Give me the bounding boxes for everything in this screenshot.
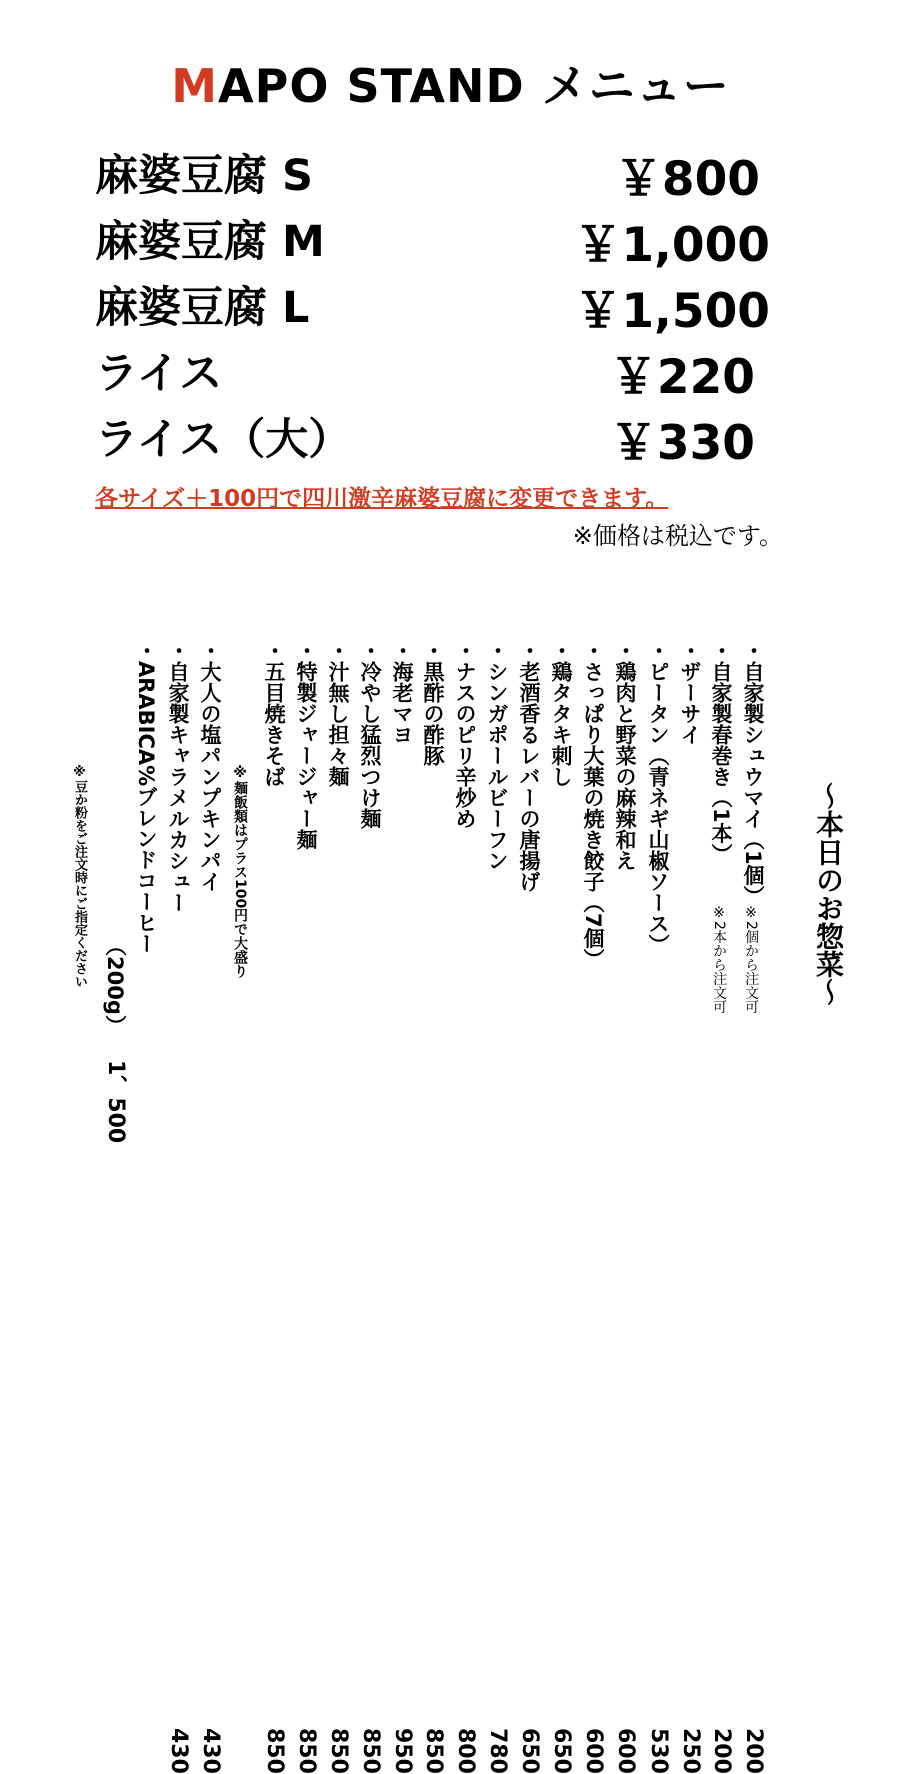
side-item-name: ・海老マヨ: [390, 640, 414, 745]
side-item-name: ・汁無し担々麺: [326, 640, 350, 787]
side-item-name: ・冷やし猛烈つけ麺: [358, 640, 382, 829]
side-item: [291, 640, 323, 1774]
side-item: [355, 640, 387, 1774]
coffee-size: （200g）: [103, 935, 127, 1036]
side-item-price: 200: [709, 1728, 734, 1774]
tax-note: ※価格は税込です。: [572, 522, 783, 550]
side-item-price: 650: [549, 1728, 574, 1774]
menu-item-price: ￥1,000: [574, 218, 770, 273]
side-item-price: 600: [581, 1728, 606, 1774]
side-item: [610, 640, 642, 1774]
menu-item-name: ライス: [95, 349, 223, 399]
shumai-order-note: ※2個から注文可: [743, 905, 759, 1014]
side-dishes-heading: 〜本日のお惣菜〜: [812, 782, 845, 1006]
side-item-price: 780: [485, 1728, 510, 1774]
menu-item-price: ￥220: [609, 350, 755, 405]
coffee-grind-note: ※豆か粉をご注文時にご指定ください: [72, 765, 87, 988]
side-item: [578, 640, 610, 1774]
coffee-price: 1、500: [103, 1060, 128, 1144]
side-item-price: 600: [613, 1728, 638, 1774]
title-accent-letter: M: [171, 59, 219, 113]
side-item-price: 950: [390, 1728, 415, 1774]
side-item-name: ・特製ジャージャー麺: [294, 640, 318, 850]
side-item-price: 850: [262, 1728, 287, 1774]
menu-row: [95, 142, 775, 206]
side-item-name: ・シンガポールビーフン: [485, 640, 509, 871]
side-item: [675, 640, 707, 1774]
side-item: [514, 640, 546, 1774]
side-item-price: 850: [358, 1728, 383, 1774]
menu-item-name: 麻婆豆腐 L: [95, 283, 310, 333]
side-item-name: ・ナスのピリ辛炒め: [453, 640, 477, 829]
menu-item-price: ￥330: [609, 416, 755, 471]
noodle-large-note: ※麺飯類はプラス100円で大盛り: [232, 765, 248, 979]
side-item: [163, 640, 195, 1774]
menu-item-name: 麻婆豆腐 S: [95, 151, 313, 201]
side-item: [323, 640, 355, 1774]
menu-title: [0, 50, 901, 116]
side-item-price: 200: [741, 1728, 766, 1774]
menu-row: [95, 208, 775, 272]
side-item: [131, 640, 163, 1200]
menu-row: [95, 340, 775, 404]
side-item-price: 530: [646, 1728, 671, 1774]
side-item-price: 430: [166, 1728, 191, 1774]
menu-row: [95, 274, 775, 338]
side-item-price: 850: [421, 1728, 446, 1774]
side-item: [195, 640, 227, 1774]
side-item-price: 850: [326, 1728, 351, 1774]
menu-item-name: ライス（大）: [95, 415, 352, 465]
title-text: APO STAND メニュー: [218, 59, 730, 113]
menu-item-name: 麻婆豆腐 M: [95, 217, 325, 267]
side-item: [259, 640, 291, 1774]
side-item-name: ・大人の塩パンプキンパイ: [198, 640, 222, 892]
side-item-name: ・老酒香るレバーの唐揚げ: [517, 640, 541, 892]
side-item: [418, 640, 450, 1774]
side-item: [546, 640, 578, 1774]
menu-item-price: ￥800: [614, 152, 760, 207]
side-item-name: ・ザーサイ: [678, 640, 702, 745]
side-item-name: ・鶏肉と野菜の麻辣和え: [613, 640, 637, 871]
menu-item-price: ￥1,500: [574, 284, 770, 339]
side-item-name: ・鶏タタキ刺し: [549, 640, 573, 787]
side-item-name: ・黒酢の酢豚: [421, 640, 445, 766]
side-item-name: ・自家製シュウマイ（1個）: [741, 640, 765, 907]
side-item-price: 850: [294, 1728, 319, 1774]
side-item-price: 800: [453, 1728, 478, 1774]
side-item: [643, 640, 675, 1774]
side-item-name: ・自家製春巻き（1本）: [709, 640, 733, 865]
side-item-price: 430: [198, 1728, 223, 1774]
side-item: [450, 640, 482, 1774]
side-item-name: ・さっぱり大葉の焼き餃子（7個）: [581, 640, 605, 970]
side-item-name: ・五目焼きそば: [262, 640, 286, 787]
side-item-name: ・自家製キャラメルカシュー: [166, 640, 190, 913]
side-item: [387, 640, 419, 1774]
side-item: [482, 640, 514, 1774]
menu-row: [95, 406, 775, 470]
side-item-name: ・ARABICA%ブレンドコーヒー: [134, 640, 158, 955]
side-item-price: 650: [517, 1728, 542, 1774]
spicy-upgrade-notice: 各サイズ＋100円で四川激辛麻婆豆腐に変更できます。: [95, 486, 669, 512]
harumaki-order-note: ※2本から注文可: [711, 905, 727, 1014]
side-item-price: 250: [678, 1728, 703, 1774]
side-item-name: ・ピータン（青ネギ山椒ソース）: [646, 640, 670, 955]
